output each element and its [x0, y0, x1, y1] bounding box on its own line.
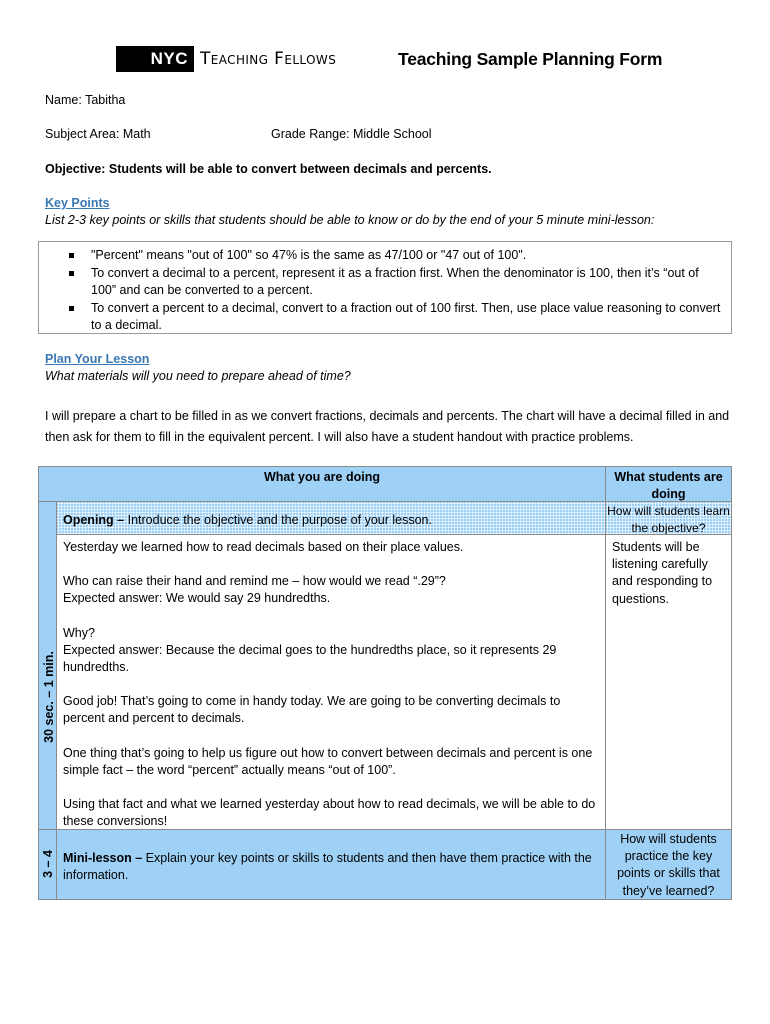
minilesson-label: Mini-lesson – — [63, 851, 143, 865]
col-header-students: What students are doing — [605, 466, 732, 502]
minilesson-prompt-cell — [56, 829, 606, 900]
minilesson-time-label: 3 – 4 — [41, 850, 55, 878]
minilesson-time-cell — [38, 829, 57, 900]
name-field: Name: Tabitha — [45, 93, 126, 107]
key-points-instruction: List 2-3 key points or skills that students should be able to know or do by the end of your 5 minute mini-lesson: — [45, 213, 655, 227]
plan-heading: Plan Your Lesson — [45, 352, 150, 366]
logo-nyc: NYC — [116, 46, 194, 72]
opening-time-cell — [38, 501, 57, 830]
key-points-heading: Key Points — [45, 196, 110, 210]
opening-students-answer: Students will be listening carefully and responding to questions. — [605, 534, 732, 830]
bullet-icon — [69, 271, 74, 276]
bullet-icon — [69, 253, 74, 258]
bullet-icon — [69, 306, 74, 311]
subject-field: Subject Area: Math — [45, 127, 151, 141]
opening-para: Expected answer: We would say 29 hundredths. — [63, 591, 331, 606]
grade-field: Grade Range: Middle School — [271, 127, 432, 141]
opening-body-cell — [56, 534, 606, 830]
logo-teaching-fellows: Teaching Fellows — [200, 49, 337, 69]
opening-label: Opening – — [63, 513, 125, 527]
key-points-box — [38, 241, 732, 334]
objective: Objective: Students will be able to convert between decimals and percents. — [45, 162, 492, 176]
key-point-item: "Percent" means "out of 100" so 47% is the same as 47/100 or "47 out of 100". — [69, 247, 721, 265]
opening-para: Using that fact and what we learned yesterday about how to read decimals, we will be able to do these conversions! — [63, 797, 596, 829]
opening-para: Good job! That’s going to come in handy today. We are going to be converting decimals to percent and percent to decimals. — [63, 694, 561, 726]
opening-para: Expected answer: Because the decimal goes to the hundredths place, so it represents 29 hundredths. — [63, 642, 557, 675]
plan-answer: I will prepare a chart to be filled in as we convert fractions, decimals and percents. The chart will have a decimal filled in and then ask for them to fill in the equivalent percent. I will also have a student handout with practice problems. — [45, 409, 730, 444]
minilesson-prompt: Explain your key points or skills to students and then have them practice with the information. — [63, 851, 592, 883]
opening-para: Who can raise their hand and remind me – how would we read “.29”? — [63, 574, 446, 589]
col-header-teacher: What you are doing — [38, 466, 606, 502]
key-point-item: To convert a percent to a decimal, convert to a fraction out of 100 first. Then, use place value reasoning to convert to a decimal. — [69, 300, 721, 335]
minilesson-students-prompt: How will students practice the key points or skills that they’ve learned? — [605, 829, 732, 900]
form-title: Teaching Sample Planning Form — [398, 49, 663, 69]
opening-prompt: Introduce the objective and the purpose of your lesson. — [127, 513, 432, 527]
opening-para: One thing that’s going to help us figure out how to convert between decimals and percent is one simple fact – the word “percent” actually means “out of 100”. — [63, 745, 593, 777]
opening-students-prompt: How will students learn the objective? — [605, 501, 732, 535]
logo — [116, 45, 336, 73]
opening-para: Why? — [63, 625, 95, 640]
opening-para: Yesterday we learned how to read decimals based on their place values. — [63, 540, 464, 554]
key-point-item: To convert a decimal to a percent, represent it as a fraction first. When the denominator is 100, then it’s “out of 100” and can be converted to a percent. — [69, 265, 721, 300]
opening-prompt-cell — [56, 501, 606, 535]
opening-time-label: 30 sec. – 1 min. — [42, 651, 56, 743]
plan-question: What materials will you need to prepare ahead of time? — [45, 369, 351, 383]
